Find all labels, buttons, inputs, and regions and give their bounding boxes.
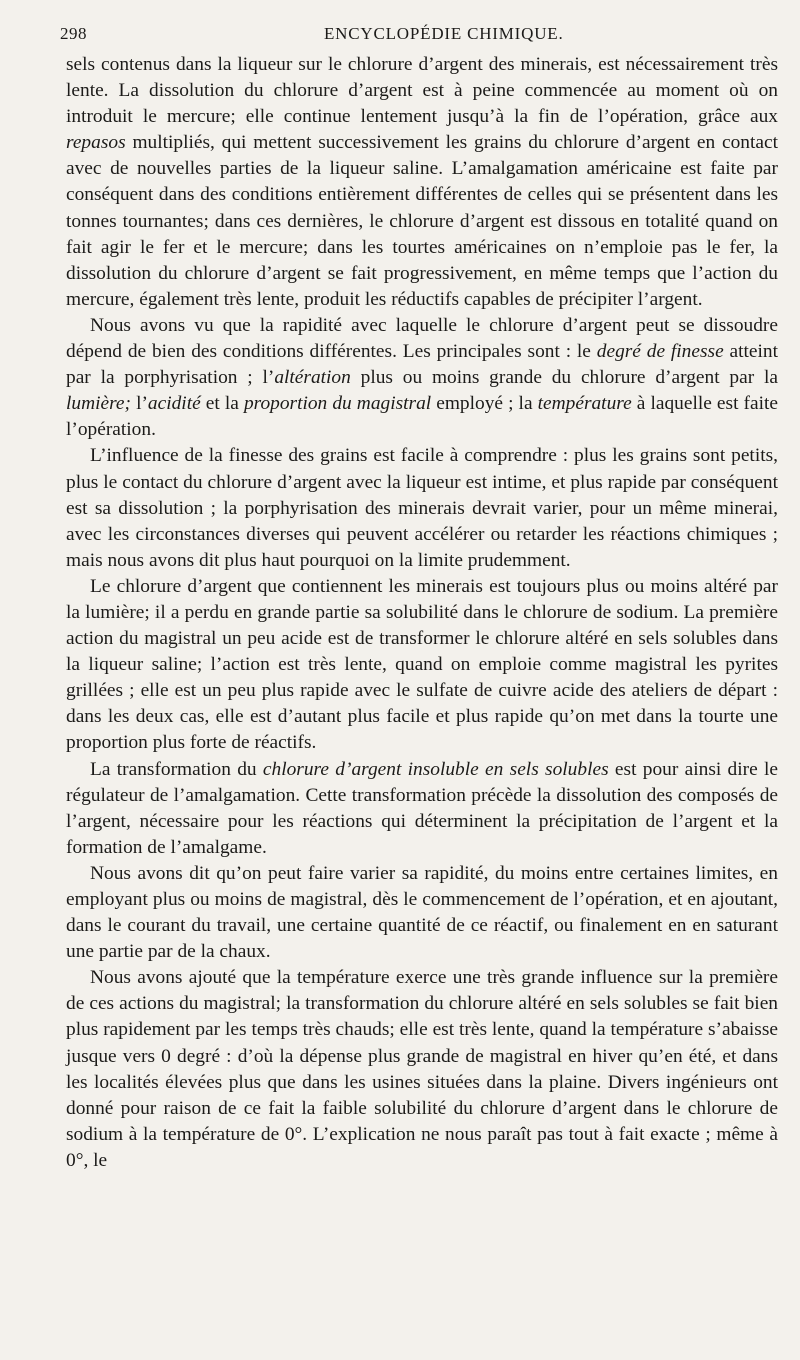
text-run: à laquelle est faite l’opération.	[66, 393, 778, 441]
italic-term: repasos	[66, 132, 126, 154]
page-number: 298	[60, 24, 87, 43]
paragraph	[66, 313, 778, 443]
italic-term: acidité	[147, 393, 201, 415]
text-run: Nous avons vu que la rapidité avec laquelle le chlorure d’argent peut se dissoudre dépend de bien des conditions différentes. Les principales sont : le	[66, 314, 778, 363]
italic-term: lumière;	[66, 393, 131, 415]
body-text	[66, 52, 778, 1174]
italic-term: degré de finesse	[596, 341, 724, 363]
text-run: Nous avons ajouté que la température exerce une très grande influence sur la première de ces actions du magistral; la transformation du chlorure altéré en sels solubles se fait bien plus rapidement par les temps très chauds; elle est très lente, quand la température s’abaisse jusque vers 0 degré : d’où la dépense plus grande de magistral en hiver qu’en été, et dans les localités élevées plus que dans les usines situées dans la plaine. Divers ingénieurs ont donné pour raison de ce fait la faible solubilité du chlorure d’argent dans le chlorure de sodium à la température de 0°. L’explication ne nous paraît pas tout à fait exacte ; même à 0°, le	[66, 967, 778, 1171]
text-run: employé ; la	[431, 393, 538, 415]
paragraph	[66, 757, 778, 861]
italic-term: température	[537, 393, 632, 415]
italic-term: altération	[274, 367, 351, 389]
italic-term: chlorure d’argent insoluble en sels solubles	[262, 758, 609, 780]
running-title: ENCYCLOPÉDIE CHIMIQUE.	[324, 24, 564, 43]
text-run: multipliés, qui mettent successivement les grains du chlorure d’argent en contact avec de nouvelles parties de la liqueur saline. L’amalgamation américaine est faite par conséquent dans des conditions entièrement différentes de celles qui se présentent dans les tonnes tournantes; dans ces dernières, le chlorure d’argent est dissous en totalité quand on fait agir le fer et le mercure; dans les tourtes américaines on n’emploie pas le fer, la dissolution du chlorure d’argent se fait progressivement, en même temps que l’action du mercure, également très lente, produit les réductifs capables de précipiter l’argent.	[66, 132, 778, 310]
text-run: l’	[130, 393, 148, 415]
paragraph	[66, 861, 778, 965]
paragraph	[66, 443, 778, 573]
paragraph	[66, 52, 778, 313]
text-run: plus ou moins grande du chlorure d’argent par la	[350, 367, 778, 389]
text-run: La transformation du	[90, 758, 263, 780]
paragraph	[66, 574, 778, 757]
italic-term: proportion du magistral	[243, 393, 432, 415]
page-header	[60, 18, 778, 52]
paragraph	[66, 965, 778, 1174]
text-run: sels contenus dans la liqueur sur le chlorure d’argent des minerais, est nécessairement très lente. La dissolution du chlorure d’argent est à peine commencée au moment où on introduit le mercure; elle continue lentement jusqu’à la fin de l’opération, grâce aux	[66, 54, 778, 128]
text-run: Nous avons dit qu’on peut faire varier sa rapidité, du moins entre certaines limites, en employant plus ou moins de magistral, dès le commencement de l’opération, et en ajoutant, dans le courant du travail, une certaine quantité de ce réactif, ou finalement en en saturant une partie par de la chaux.	[66, 862, 778, 963]
text-run: Le chlorure d’argent que contiennent les minerais est toujours plus ou moins altéré par la lumière; il a perdu en grande partie sa solubilité dans le chlorure de sodium. La première action du magistral un peu acide est de transformer le chlorure altéré en sels solubles dans la liqueur saline; l’action est très lente, quand on emploie comme magistral les pyrites grillées ; elle est un peu plus rapide avec le sulfate de cuivre acide des ateliers de départ : dans les deux cas, elle est d’autant plus facile et plus rapide qu’on met dans la tourte une proportion plus forte de réactifs.	[66, 575, 778, 754]
text-run: atteint par la porphyrisation ; l’	[66, 341, 778, 389]
text-run: est pour ainsi dire le régulateur de l’amalgamation. Cette transformation précède la dissolution des composés de l’argent, nécessaire pour les réactions qui déterminent la précipitation de l’argent et la formation de l’amalgame.	[66, 758, 778, 858]
text-run: et la	[200, 393, 244, 415]
text-run: L’influence de la finesse des grains est facile à comprendre : plus les grains sont petits, plus le contact du chlorure d’argent avec la liqueur est intime, et plus rapide par conséquent est sa dissolution ; la porphyrisation des minerais devrait varier, pour un même minerai, avec les circonstances diverses qui peuvent accélérer ou retarder les réactions chimiques ; mais nous avons dit plus haut pourquoi on la limite prudemment.	[66, 445, 778, 571]
